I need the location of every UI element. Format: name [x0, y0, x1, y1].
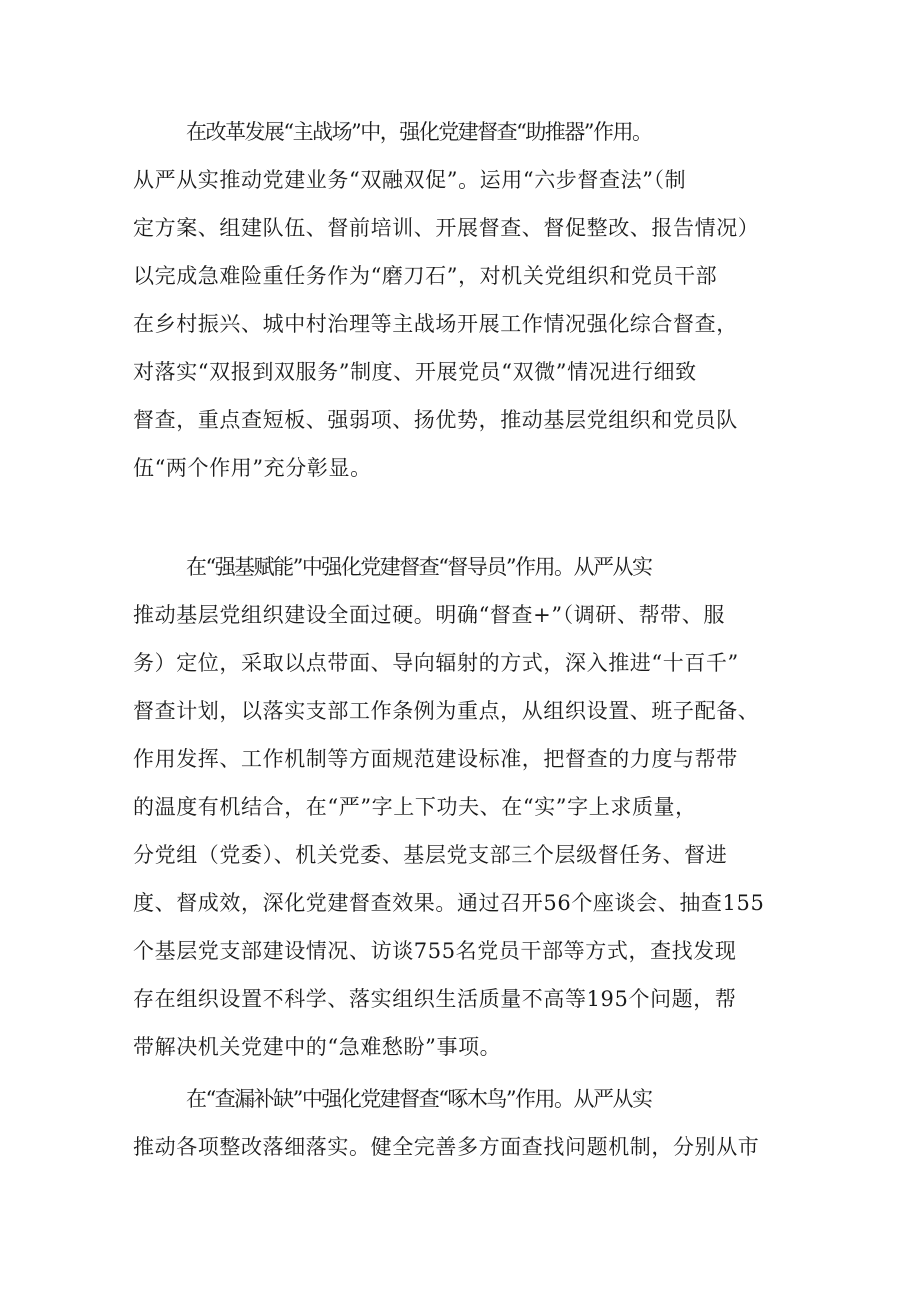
paragraph-line: 推动基层党组织建设全面过硬。明确“督查+”（调研、帮带、服: [133, 603, 725, 627]
paragraph-line: 对落实“双报到双服务”制度、开展党员“双微”情况进行细致: [133, 360, 697, 384]
paragraph-line: 督查计划，以落实支部工作条例为重点，从组织设置、班子配备、: [133, 699, 760, 723]
paragraph-line: 定方案、组建队伍、督前培训、开展督查、督促整改、报告情况）: [133, 216, 760, 240]
paragraph-line: 伍“两个作用”充分彰显。: [133, 456, 372, 480]
paragraph-line: 务）定位，采取以点带面、导向辐射的方式，深入推进“十百千”: [133, 651, 739, 675]
paragraph-line: 个基层党支部建设情况、访谈755名党员干部等方式，查找发现: [133, 939, 737, 963]
paragraph-line: 度、督成效，深化党建督查效果。通过召开56个座谈会、抽查155: [133, 891, 765, 915]
paragraph-line: 带解决机关党建中的“急难愁盼”事项。: [133, 1035, 502, 1059]
paragraph-line: 督查，重点查短板、强弱项、扬优势，推动基层党组织和党员队: [133, 408, 738, 432]
paragraph-line: 从严从实推动党建业务“双融双促”。运用“六步督查法”（制: [133, 168, 687, 192]
paragraph-line: 在“查漏补缺”中强化党建督查“啄木鸟”作用。从严从实: [186, 1087, 652, 1111]
paragraph-line: 在乡村振兴、城中村治理等主战场开展工作情况强化综合督查，: [133, 312, 738, 336]
paragraph-line: 分党组（党委）、机关党委、基层党支部三个层级督任务、督进: [133, 843, 728, 867]
paragraph-line: 作用发挥、工作机制等方面规范建设标准，把督查的力度与帮带: [133, 747, 738, 771]
paragraph-line: 的温度有机结合，在“严”字上下功夫、在“实”字上求质量，: [133, 795, 697, 819]
paragraph-line: 存在组织设置不科学、落实组织生活质量不高等195个问题，帮: [133, 987, 737, 1011]
paragraph-line: 推动各项整改落细落实。健全完善多方面查找问题机制，分别从市: [133, 1135, 760, 1159]
paragraph-line: 以完成急难险重任务作为“磨刀石”，对机关党组织和党员干部: [133, 264, 718, 288]
paragraph-line: 在“强基赋能”中强化党建督查“督导员”作用。从严从实: [186, 555, 652, 579]
paragraph-line: 在改革发展“主战场”中，强化党建督查“助推器”作用。: [186, 120, 652, 144]
